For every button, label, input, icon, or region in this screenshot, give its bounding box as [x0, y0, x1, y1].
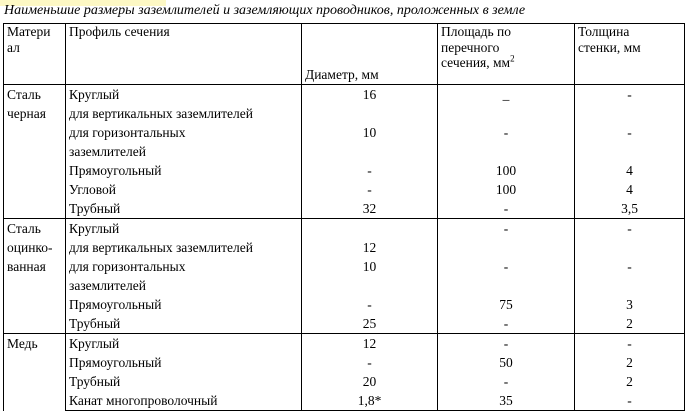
area-cell: 100: [438, 161, 575, 180]
profile-cell: Угловой: [66, 180, 302, 199]
profile-cell: Круглый: [66, 85, 302, 105]
material-line: черная: [7, 106, 46, 121]
table-row: [4, 123, 685, 142]
material-line: оцинко-: [7, 240, 53, 255]
profile-cell: Канат многопроволочный: [66, 391, 302, 411]
material-cell: [4, 85, 66, 219]
area-cell: -: [438, 219, 575, 239]
table-row: [4, 199, 685, 219]
table-row: [4, 180, 685, 199]
table-row: [4, 85, 685, 105]
diameter-cell: 20: [302, 372, 438, 391]
table-row: [4, 276, 685, 295]
profile-cell: для горизонтальных: [66, 123, 302, 142]
header-profile: Профиль сечения: [66, 24, 302, 85]
header-thickness: Толщина стенки, мм: [575, 24, 685, 85]
header-area: Площадь по перечного сечения, $мм^2$: [438, 24, 575, 85]
material-line: Сталь: [7, 221, 41, 236]
area-cell: _: [438, 85, 575, 105]
thickness-cell: 2: [575, 372, 685, 391]
thickness-cell: 4: [575, 161, 685, 180]
table-row: [4, 334, 685, 354]
thickness-cell: [575, 104, 685, 123]
area-cell: 100: [438, 180, 575, 199]
profile-cell: для вертикальных заземлителей: [66, 238, 302, 257]
diameter-cell: 25: [302, 314, 438, 334]
diameter-cell: 16: [302, 85, 438, 105]
area-cell: [438, 238, 575, 257]
area-cell: -: [438, 257, 575, 276]
area-cell: [438, 104, 575, 123]
thickness-cell: [575, 142, 685, 161]
diameter-cell: 12: [302, 334, 438, 354]
diameter-cell: -: [302, 180, 438, 199]
table-body: [4, 85, 685, 411]
profile-cell: для вертикальных заземлителей: [66, 104, 302, 123]
diameter-cell: [302, 142, 438, 161]
diameter-cell: [302, 219, 438, 239]
table-row: [4, 142, 685, 161]
table-row: [4, 238, 685, 257]
profile-cell: заземлителей: [66, 142, 302, 161]
thickness-cell: -: [575, 219, 685, 239]
profile-cell: Прямоугольный: [66, 353, 302, 372]
thickness-cell: [575, 276, 685, 295]
profile-cell: Трубный: [66, 372, 302, 391]
thickness-cell: 3: [575, 295, 685, 314]
thickness-cell: -: [575, 391, 685, 411]
area-cell: 50: [438, 353, 575, 372]
thickness-cell: -: [575, 123, 685, 142]
table-row: [4, 295, 685, 314]
header-row: [4, 24, 685, 85]
grounding-sizes-table: [3, 23, 685, 411]
thickness-cell: 2: [575, 353, 685, 372]
area-cell: -: [438, 372, 575, 391]
table-row: [4, 372, 685, 391]
table-row: [4, 219, 685, 239]
thickness-cell: -: [575, 334, 685, 354]
header-material: Матери ал: [4, 24, 66, 85]
table-row: [4, 257, 685, 276]
thickness-cell: -: [575, 257, 685, 276]
table-row: [4, 353, 685, 372]
table-row: [4, 104, 685, 123]
area-cell: 75: [438, 295, 575, 314]
profile-cell: Трубный: [66, 199, 302, 219]
area-cell: -: [438, 199, 575, 219]
thickness-cell: 4: [575, 180, 685, 199]
table-title: Наименьшие размеры заземлителей и заземляющих проводников, проложенных в земле: [4, 3, 526, 18]
table-row: [4, 161, 685, 180]
diameter-cell: 1,8*: [302, 391, 438, 411]
thickness-cell: 3,5: [575, 199, 685, 219]
material-line: Медь: [7, 336, 38, 351]
material-cell: [4, 334, 66, 411]
area-cell: -: [438, 123, 575, 142]
profile-cell: Трубный: [66, 314, 302, 334]
area-cell: 35: [438, 391, 575, 411]
thickness-cell: -: [575, 85, 685, 105]
table-row: [4, 314, 685, 334]
material-line: ванная: [7, 259, 46, 274]
material-cell: [4, 219, 66, 334]
diameter-cell: -: [302, 161, 438, 180]
profile-cell: Круглый: [66, 219, 302, 239]
area-cell: -: [438, 334, 575, 354]
material-line: Сталь: [7, 87, 41, 102]
thickness-cell: 2: [575, 314, 685, 334]
diameter-cell: 10: [302, 257, 438, 276]
area-cell: -: [438, 314, 575, 334]
profile-cell: Прямоугольный: [66, 161, 302, 180]
diameter-cell: -: [302, 353, 438, 372]
diameter-cell: 12: [302, 238, 438, 257]
profile-cell: Круглый: [66, 334, 302, 354]
profile-cell: заземлителей: [66, 276, 302, 295]
diameter-cell: 32: [302, 199, 438, 219]
header-diameter: Диаметр, мм: [302, 24, 438, 85]
profile-cell: Прямоугольный: [66, 295, 302, 314]
profile-cell: для горизонтальных: [66, 257, 302, 276]
diameter-cell: -: [302, 295, 438, 314]
diameter-cell: [302, 104, 438, 123]
diameter-cell: 10: [302, 123, 438, 142]
diameter-cell: [302, 276, 438, 295]
area-cell: [438, 276, 575, 295]
area-cell: [438, 142, 575, 161]
thickness-cell: [575, 238, 685, 257]
